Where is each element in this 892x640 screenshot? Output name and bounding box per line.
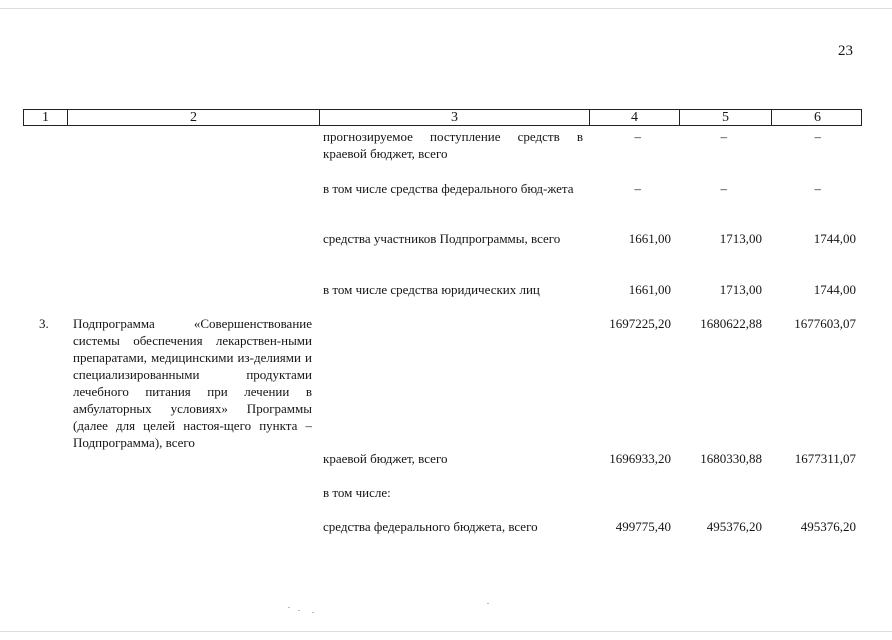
scan-speck	[312, 612, 314, 613]
header-col-1: 1	[24, 110, 68, 125]
page-number: 23	[838, 43, 853, 59]
row-6-value-col6: 1677311,07	[794, 451, 856, 466]
header-col-3: 3	[320, 110, 590, 125]
row-3-value-col4: 1661,00	[628, 231, 671, 246]
row-5-value-col6: 1677603,07	[794, 316, 856, 331]
scan-speck	[298, 610, 300, 611]
row-2-value-col5: –	[720, 181, 727, 196]
row-4-value-col5: 1713,00	[719, 282, 762, 297]
row-2-description: в том числе средства федерального бюд-жета	[323, 181, 574, 196]
row-5-value-col5: 1680622,88	[700, 316, 762, 331]
scan-edge-bottom	[0, 631, 892, 632]
scan-edge-top	[0, 8, 892, 9]
row-3-value-col5: 1713,00	[719, 231, 762, 246]
row-1-value-col5: –	[720, 129, 727, 144]
row-7-description: в том числе:	[323, 485, 391, 500]
row-5-value-col4: 1697225,20	[609, 316, 671, 331]
row-5-index: 3.	[39, 316, 49, 331]
row-4-description: в том числе средства юридических лиц	[323, 282, 540, 297]
header-col-5: 5	[680, 110, 772, 125]
row-1-value-col6: –	[814, 129, 821, 144]
row-2-value-col4: –	[634, 181, 641, 196]
scan-speck	[487, 603, 489, 604]
row-8-value-col6: 495376,20	[800, 519, 856, 534]
row-2-value-col6: –	[814, 181, 821, 196]
header-col-4: 4	[590, 110, 680, 125]
row-1-value-col4: –	[634, 129, 641, 144]
header-col-2: 2	[68, 110, 320, 125]
row-4-value-col4: 1661,00	[628, 282, 671, 297]
subprogram-title: Подпрограмма «Совершенствование системы обеспечения лекарствен-ными препаратами, медицинскими из-делиями и специализированными продуктами лечебного питания при лечении в амбулаторных условиях» Программы (далее для целей настоя-щего пункта – Подпрограмма), всего	[73, 316, 312, 450]
row-1-description: прогнозируемое поступление средств в краевой бюджет, всего	[323, 129, 583, 161]
row-6-value-col5: 1680330,88	[700, 451, 762, 466]
row-8-value-col5: 495376,20	[706, 519, 762, 534]
row-8-value-col4: 499775,40	[615, 519, 671, 534]
header-col-6: 6	[814, 110, 821, 125]
row-6-value-col4: 1696933,20	[609, 451, 671, 466]
row-8-description: средства федерального бюджета, всего	[323, 519, 538, 534]
scan-speck	[288, 607, 290, 608]
row-4-value-col6: 1744,00	[813, 282, 856, 297]
row-6-description: краевой бюджет, всего	[323, 451, 448, 466]
row-3-description: средства участников Подпрограммы, всего	[323, 231, 561, 246]
row-3-value-col6: 1744,00	[813, 231, 856, 246]
table-header-row	[23, 109, 862, 126]
